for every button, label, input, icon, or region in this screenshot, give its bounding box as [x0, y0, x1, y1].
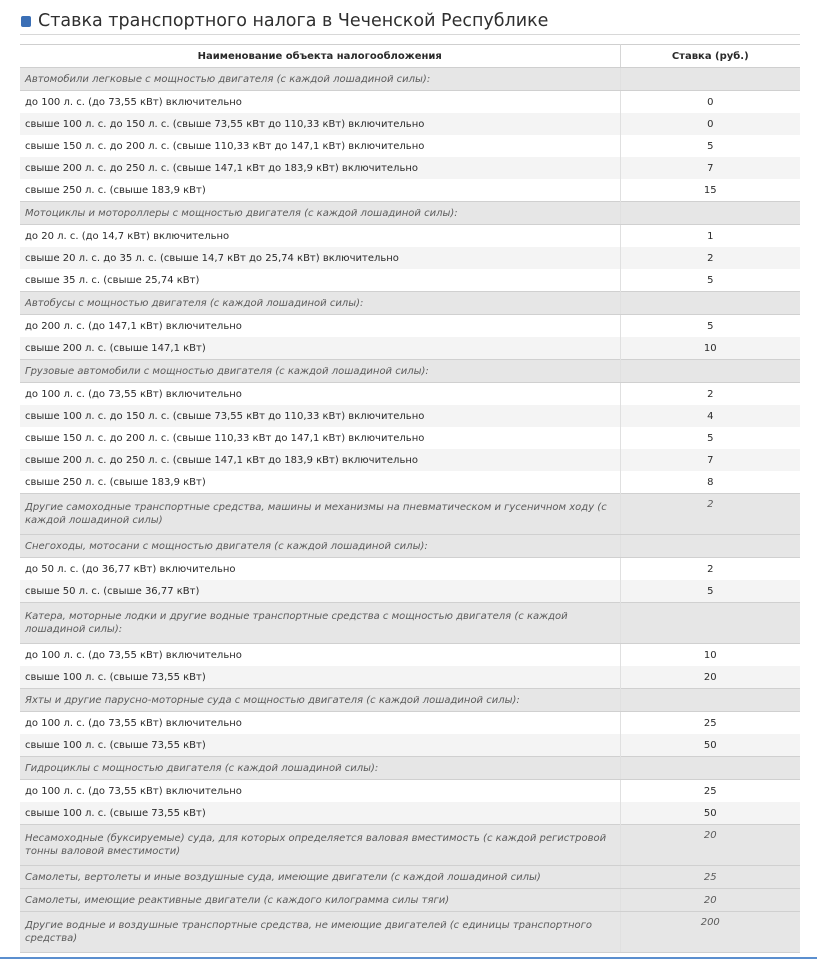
object-name-cell: свыше 20 л. с. до 35 л. с. (свыше 14,7 кВт до 25,74 кВт) включительно: [20, 247, 620, 269]
table-row: [20, 225, 800, 248]
rate-cell: [620, 292, 800, 315]
category-row: [20, 889, 800, 912]
rate-cell: 4: [620, 405, 800, 427]
category-row: [20, 866, 800, 889]
rate-cell: 25: [620, 780, 800, 803]
category-label: Самолеты, вертолеты и иные воздушные суда, имеющие двигатели (с каждой лошадиной силы): [20, 866, 620, 889]
table-row: [20, 269, 800, 292]
table-row: [20, 179, 800, 202]
category-label: Автомобили легковые с мощностью двигателя (с каждой лошадиной силы):: [20, 68, 620, 91]
rate-cell: 7: [620, 157, 800, 179]
category-label: Катера, моторные лодки и другие водные транспортные средства с мощностью двигателя (с каждой лошадиной силы):: [20, 603, 620, 644]
table-row: [20, 91, 800, 114]
category-label: Мотоциклы и мотороллеры с мощностью двигателя (с каждой лошадиной силы):: [20, 202, 620, 225]
object-name-cell: свыше 150 л. с. до 200 л. с. (свыше 110,33 кВт до 147,1 кВт) включительно: [20, 427, 620, 449]
object-name-cell: свыше 250 л. с. (свыше 183,9 кВт): [20, 179, 620, 202]
object-name-cell: до 100 л. с. (до 73,55 кВт) включительно: [20, 712, 620, 735]
category-row: [20, 689, 800, 712]
rate-cell: 2: [620, 558, 800, 581]
rate-cell: 2: [620, 247, 800, 269]
table-row: [20, 580, 800, 603]
object-name-cell: до 100 л. с. (до 73,55 кВт) включительно: [20, 780, 620, 803]
footer-divider: [0, 957, 817, 959]
category-row: [20, 757, 800, 780]
object-name-cell: свыше 250 л. с. (свыше 183,9 кВт): [20, 471, 620, 494]
object-name-cell: до 50 л. с. (до 36,77 кВт) включительно: [20, 558, 620, 581]
tax-rate-table: [20, 44, 800, 953]
page-title: Ставка транспортного налога в Чеченской Республике: [38, 11, 549, 31]
object-name-cell: свыше 200 л. с. (свыше 147,1 кВт): [20, 337, 620, 360]
rate-cell: 5: [620, 315, 800, 338]
category-row: [20, 603, 800, 644]
rate-cell: 25: [620, 712, 800, 735]
object-name-cell: до 100 л. с. (до 73,55 кВт) включительно: [20, 91, 620, 114]
table-body: [20, 68, 800, 953]
category-row: [20, 68, 800, 91]
category-row: [20, 292, 800, 315]
rate-cell: 200: [620, 912, 800, 953]
category-label: Гидроциклы с мощностью двигателя (с каждой лошадиной силы):: [20, 757, 620, 780]
rate-cell: 20: [620, 666, 800, 689]
rate-cell: 20: [620, 825, 800, 866]
rate-cell: 25: [620, 866, 800, 889]
rate-cell: 0: [620, 91, 800, 114]
table-row: [20, 247, 800, 269]
category-row: [20, 494, 800, 535]
table-row: [20, 644, 800, 667]
table-row: [20, 135, 800, 157]
category-row: [20, 825, 800, 866]
object-name-cell: свыше 50 л. с. (свыше 36,77 кВт): [20, 580, 620, 603]
table-row: [20, 712, 800, 735]
rate-cell: 2: [620, 383, 800, 406]
category-row: [20, 535, 800, 558]
object-name-cell: свыше 100 л. с. до 150 л. с. (свыше 73,55 кВт до 110,33 кВт) включительно: [20, 113, 620, 135]
category-row: [20, 202, 800, 225]
table-row: [20, 383, 800, 406]
table-row: [20, 780, 800, 803]
rate-cell: 2: [620, 494, 800, 535]
table-row: [20, 449, 800, 471]
rate-cell: 5: [620, 427, 800, 449]
table-row: [20, 734, 800, 757]
object-name-cell: свыше 200 л. с. до 250 л. с. (свыше 147,1 кВт до 183,9 кВт) включительно: [20, 449, 620, 471]
rate-cell: 20: [620, 889, 800, 912]
category-row: [20, 912, 800, 953]
rate-cell: 7: [620, 449, 800, 471]
table-row: [20, 337, 800, 360]
category-label: Другие самоходные транспортные средства, машины и механизмы на пневматическом и гусеничном ходу (с каждой лошадиной силы): [20, 494, 620, 535]
category-label: Снегоходы, мотосани с мощностью двигателя (с каждой лошадиной силы):: [20, 535, 620, 558]
object-name-cell: свыше 200 л. с. до 250 л. с. (свыше 147,1 кВт до 183,9 кВт) включительно: [20, 157, 620, 179]
table-header-row: [20, 45, 800, 68]
table-row: [20, 666, 800, 689]
rate-cell: 0: [620, 113, 800, 135]
table-row: [20, 427, 800, 449]
column-header-rate: Ставка (руб.): [620, 45, 800, 68]
object-name-cell: до 20 л. с. (до 14,7 кВт) включительно: [20, 225, 620, 248]
object-name-cell: до 100 л. с. (до 73,55 кВт) включительно: [20, 383, 620, 406]
rate-cell: [620, 535, 800, 558]
object-name-cell: свыше 100 л. с. (свыше 73,55 кВт): [20, 802, 620, 825]
table-row: [20, 558, 800, 581]
rate-cell: 50: [620, 802, 800, 825]
page-title-bar: [20, 10, 800, 35]
object-name-cell: до 100 л. с. (до 73,55 кВт) включительно: [20, 644, 620, 667]
rate-cell: [620, 603, 800, 644]
category-row: [20, 360, 800, 383]
rate-cell: 5: [620, 135, 800, 157]
rate-cell: 10: [620, 644, 800, 667]
rate-cell: [620, 689, 800, 712]
category-label: Несамоходные (буксируемые) суда, для которых определяется валовая вместимость (с каждой регистровой тонны валовой вместимости): [20, 825, 620, 866]
object-name-cell: свыше 35 л. с. (свыше 25,74 кВт): [20, 269, 620, 292]
rate-cell: [620, 360, 800, 383]
category-label: Самолеты, имеющие реактивные двигатели (с каждого килограмма силы тяги): [20, 889, 620, 912]
table-row: [20, 405, 800, 427]
title-bullet-icon: [21, 16, 31, 27]
category-label: Другие водные и воздушные транспортные средства, не имеющие двигателей (с единицы транспортного средства): [20, 912, 620, 953]
rate-cell: [620, 68, 800, 91]
category-label: Яхты и другие парусно-моторные суда с мощностью двигателя (с каждой лошадиной силы):: [20, 689, 620, 712]
table-row: [20, 802, 800, 825]
rate-cell: 5: [620, 580, 800, 603]
table-row: [20, 315, 800, 338]
object-name-cell: свыше 100 л. с. (свыше 73,55 кВт): [20, 734, 620, 757]
object-name-cell: свыше 100 л. с. (свыше 73,55 кВт): [20, 666, 620, 689]
rate-cell: 50: [620, 734, 800, 757]
rate-cell: 8: [620, 471, 800, 494]
rate-cell: 1: [620, 225, 800, 248]
object-name-cell: свыше 150 л. с. до 200 л. с. (свыше 110,33 кВт до 147,1 кВт) включительно: [20, 135, 620, 157]
category-label: Грузовые автомобили с мощностью двигателя (с каждой лошадиной силы):: [20, 360, 620, 383]
table-row: [20, 157, 800, 179]
rate-cell: [620, 757, 800, 780]
rate-cell: 15: [620, 179, 800, 202]
object-name-cell: до 200 л. с. (до 147,1 кВт) включительно: [20, 315, 620, 338]
table-row: [20, 113, 800, 135]
object-name-cell: свыше 100 л. с. до 150 л. с. (свыше 73,55 кВт до 110,33 кВт) включительно: [20, 405, 620, 427]
category-label: Автобусы с мощностью двигателя (с каждой лошадиной силы):: [20, 292, 620, 315]
table-row: [20, 471, 800, 494]
column-header-object: Наименование объекта налогообложения: [20, 45, 620, 68]
rate-cell: 10: [620, 337, 800, 360]
rate-cell: [620, 202, 800, 225]
rate-cell: 5: [620, 269, 800, 292]
